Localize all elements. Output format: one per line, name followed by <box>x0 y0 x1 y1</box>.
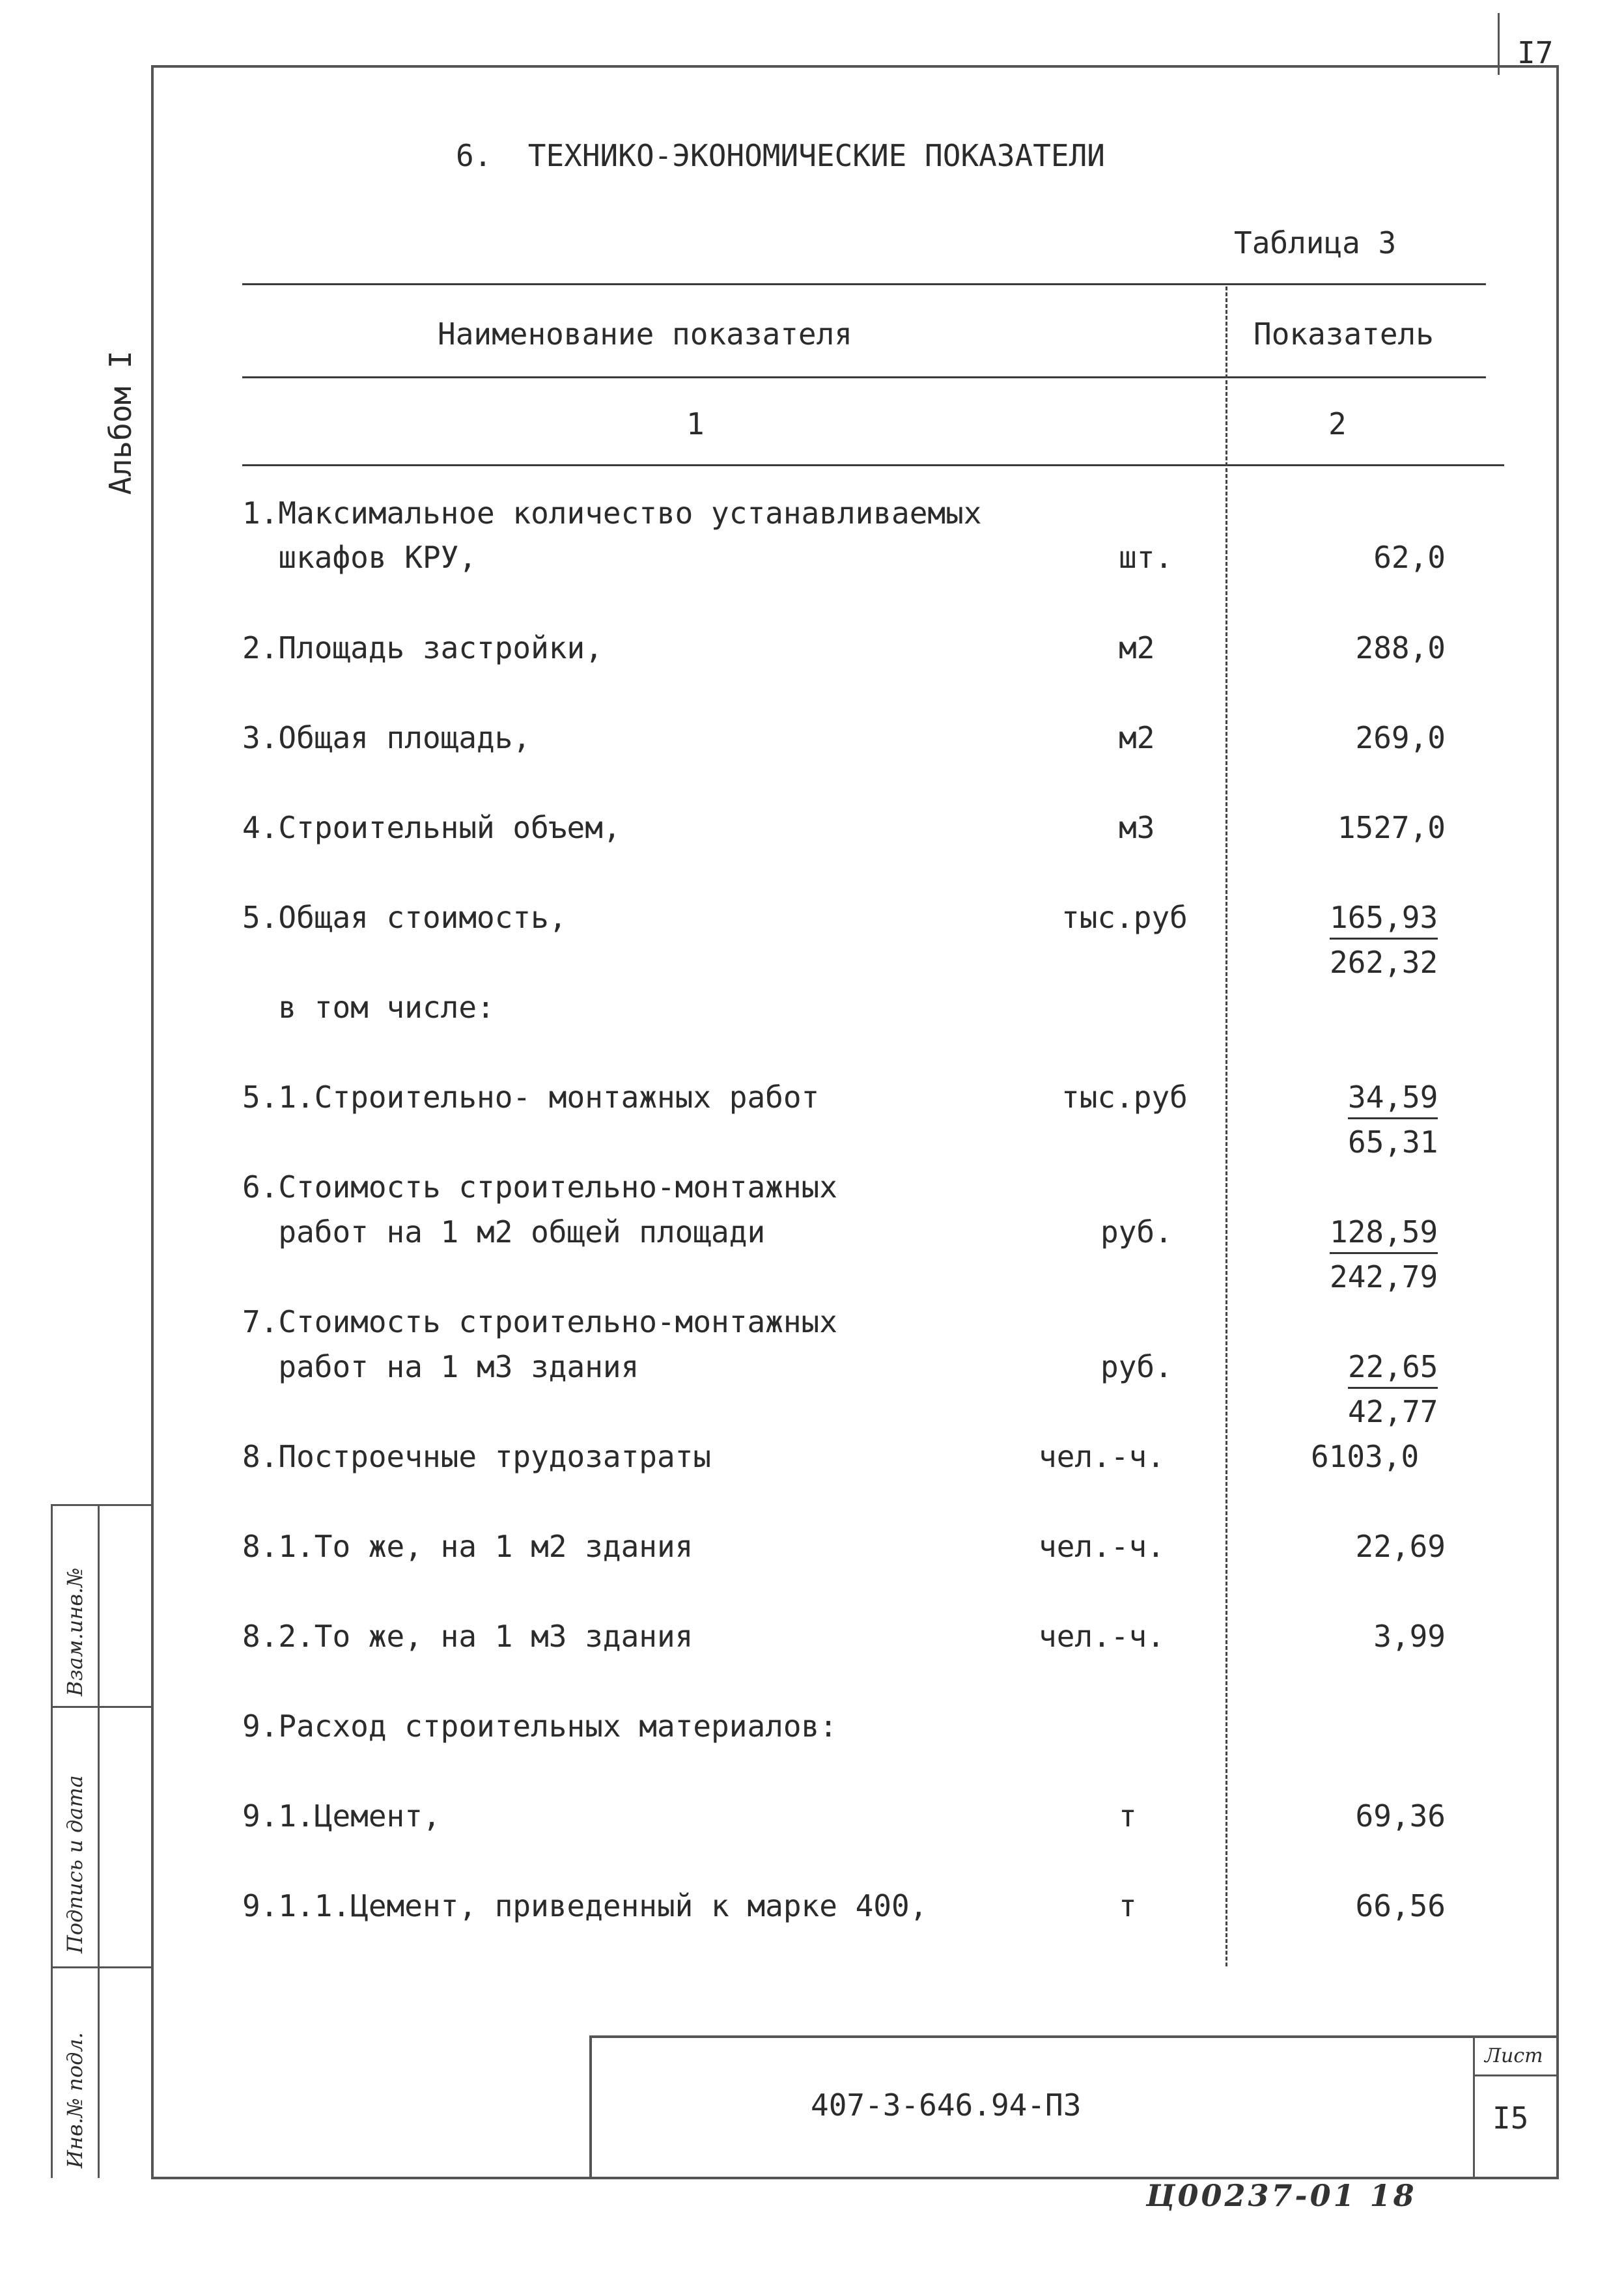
row-4-value: 1527,0 <box>1337 810 1446 845</box>
table-rule-colnums <box>242 464 1504 466</box>
title-block-sheet-row <box>1473 2074 1558 2076</box>
row-5-unit: тыс.руб <box>1061 900 1188 935</box>
row-subheading-including: в том числе: <box>242 990 495 1025</box>
row-3-unit: м2 <box>1119 720 1155 755</box>
title-block-left <box>589 2035 592 2178</box>
column-number-1: 1 <box>686 406 705 441</box>
table-caption: Таблица 3 <box>1234 225 1397 260</box>
row-8-2-label: 8.2.То же, на 1 м3 здания <box>242 1619 693 1654</box>
page-title: 6. ТЕХНИКО-ЭКОНОМИЧЕСКИЕ ПОКАЗАТЕЛИ <box>456 138 1105 173</box>
row-8-1-unit: чел.-ч. <box>1039 1529 1165 1564</box>
row-8-1-label: 8.1.То же, на 1 м2 здания <box>242 1529 693 1564</box>
title-block-sheet-divider <box>1473 2035 1475 2178</box>
row-6-value-top <box>1330 1214 1438 1250</box>
row-7-value-top-text: 22,65 <box>1348 1349 1438 1389</box>
stamp-col-mid <box>98 1504 100 2178</box>
stamp-row-0 <box>51 1504 152 1506</box>
frame-left <box>151 65 154 2178</box>
stamp-row-2 <box>51 1966 152 1968</box>
row-5-label: 5.Общая стоимость, <box>242 900 567 935</box>
row-8-value: 6103,0 <box>1311 1439 1420 1474</box>
row-5-1-value-bottom: 65,31 <box>1348 1124 1438 1160</box>
stamp-row-1 <box>51 1706 152 1708</box>
row-9-label: 9.Расход строительных материалов: <box>242 1709 837 1744</box>
frame-top <box>151 65 1558 68</box>
row-1-unit: шт. <box>1119 540 1173 575</box>
table-column-divider <box>1225 286 1227 1966</box>
row-8-label: 8.Построечные трудозатраты <box>242 1439 712 1474</box>
row-7-value-top <box>1348 1349 1438 1384</box>
row-6-value-bottom: 242,79 <box>1330 1259 1438 1294</box>
title-block-top <box>589 2035 1558 2038</box>
row-9-1-label: 9.1.Цемент, <box>242 1798 441 1834</box>
sheet-label: Лист <box>1485 2045 1543 2067</box>
row-3-value: 269,0 <box>1355 720 1446 755</box>
row-8-2-unit: чел.-ч. <box>1039 1619 1165 1654</box>
row-2-label: 2.Площадь застройки, <box>242 630 603 665</box>
handwritten-inventory-note: Ц00237-01 18 <box>1146 2178 1417 2213</box>
row-9-1-1-value: 66,56 <box>1355 1888 1446 1923</box>
row-7-unit: руб. <box>1100 1349 1173 1384</box>
row-5-value-top <box>1330 900 1438 935</box>
row-6-unit: руб. <box>1100 1214 1173 1250</box>
table-rule-top <box>242 283 1486 285</box>
document-code: 407-3-646.94-ПЗ <box>811 2088 1082 2123</box>
row-8-2-value: 3,99 <box>1373 1619 1446 1654</box>
table-rule-header <box>242 376 1486 378</box>
row-7-label-line1: 7.Стоимость строительно-монтажных <box>242 1304 837 1339</box>
frame-right <box>1556 65 1559 2178</box>
row-9-1-1-unit: т <box>1119 1888 1137 1923</box>
stamp-col-left <box>51 1504 53 2178</box>
row-8-unit: чел.-ч. <box>1039 1439 1165 1474</box>
page-number-top: I7 <box>1517 35 1554 70</box>
row-9-1-1-label: 9.1.1.Цемент, приведенный к марке 400, <box>242 1888 928 1923</box>
row-5-1-unit: тыс.руб <box>1061 1080 1188 1115</box>
row-9-1-unit: т <box>1119 1798 1137 1834</box>
row-9-1-value: 69,36 <box>1355 1798 1446 1834</box>
row-7-value-bottom: 42,77 <box>1348 1394 1438 1429</box>
row-6-value-top-text: 128,59 <box>1330 1214 1438 1254</box>
row-3-label: 3.Общая площадь, <box>242 720 531 755</box>
stamp-field-signature: Подпись и дата <box>63 1775 87 1953</box>
corner-mark <box>1498 13 1500 75</box>
row-5-1-value-top <box>1348 1080 1438 1115</box>
row-5-value-bottom: 262,32 <box>1330 945 1438 980</box>
row-4-unit: м3 <box>1119 810 1155 845</box>
sheet-number: I5 <box>1492 2101 1529 2136</box>
row-1-label-line1: 1.Максимальное количество устанавливаемых <box>242 496 982 531</box>
column-header-name: Наименование показателя <box>438 316 852 352</box>
row-7-label-line2: работ на 1 м3 здания <box>242 1349 639 1384</box>
row-4-label: 4.Строительный объем, <box>242 810 621 845</box>
row-6-label-line2: работ на 1 м2 общей площади <box>242 1214 766 1250</box>
row-6-label-line1: 6.Стоимость строительно-монтажных <box>242 1169 837 1205</box>
row-1-value: 62,0 <box>1373 540 1446 575</box>
row-8-1-value: 22,69 <box>1355 1529 1446 1564</box>
column-header-value: Показатель <box>1253 316 1434 352</box>
column-number-2: 2 <box>1328 406 1347 441</box>
row-5-1-value-top-text: 34,59 <box>1348 1080 1438 1119</box>
stamp-field-replacement: Взам.инв.№ <box>63 1567 87 1696</box>
row-2-unit: м2 <box>1119 630 1155 665</box>
row-5-1-label: 5.1.Строительно- монтажных работ <box>242 1080 820 1115</box>
row-5-value-top-text: 165,93 <box>1330 900 1438 940</box>
stamp-field-inventory: Инв.№ подл. <box>63 2032 87 2168</box>
album-label: Альбом I <box>103 350 138 495</box>
row-1-label-line2: шкафов КРУ, <box>242 540 477 575</box>
row-2-value: 288,0 <box>1355 630 1446 665</box>
